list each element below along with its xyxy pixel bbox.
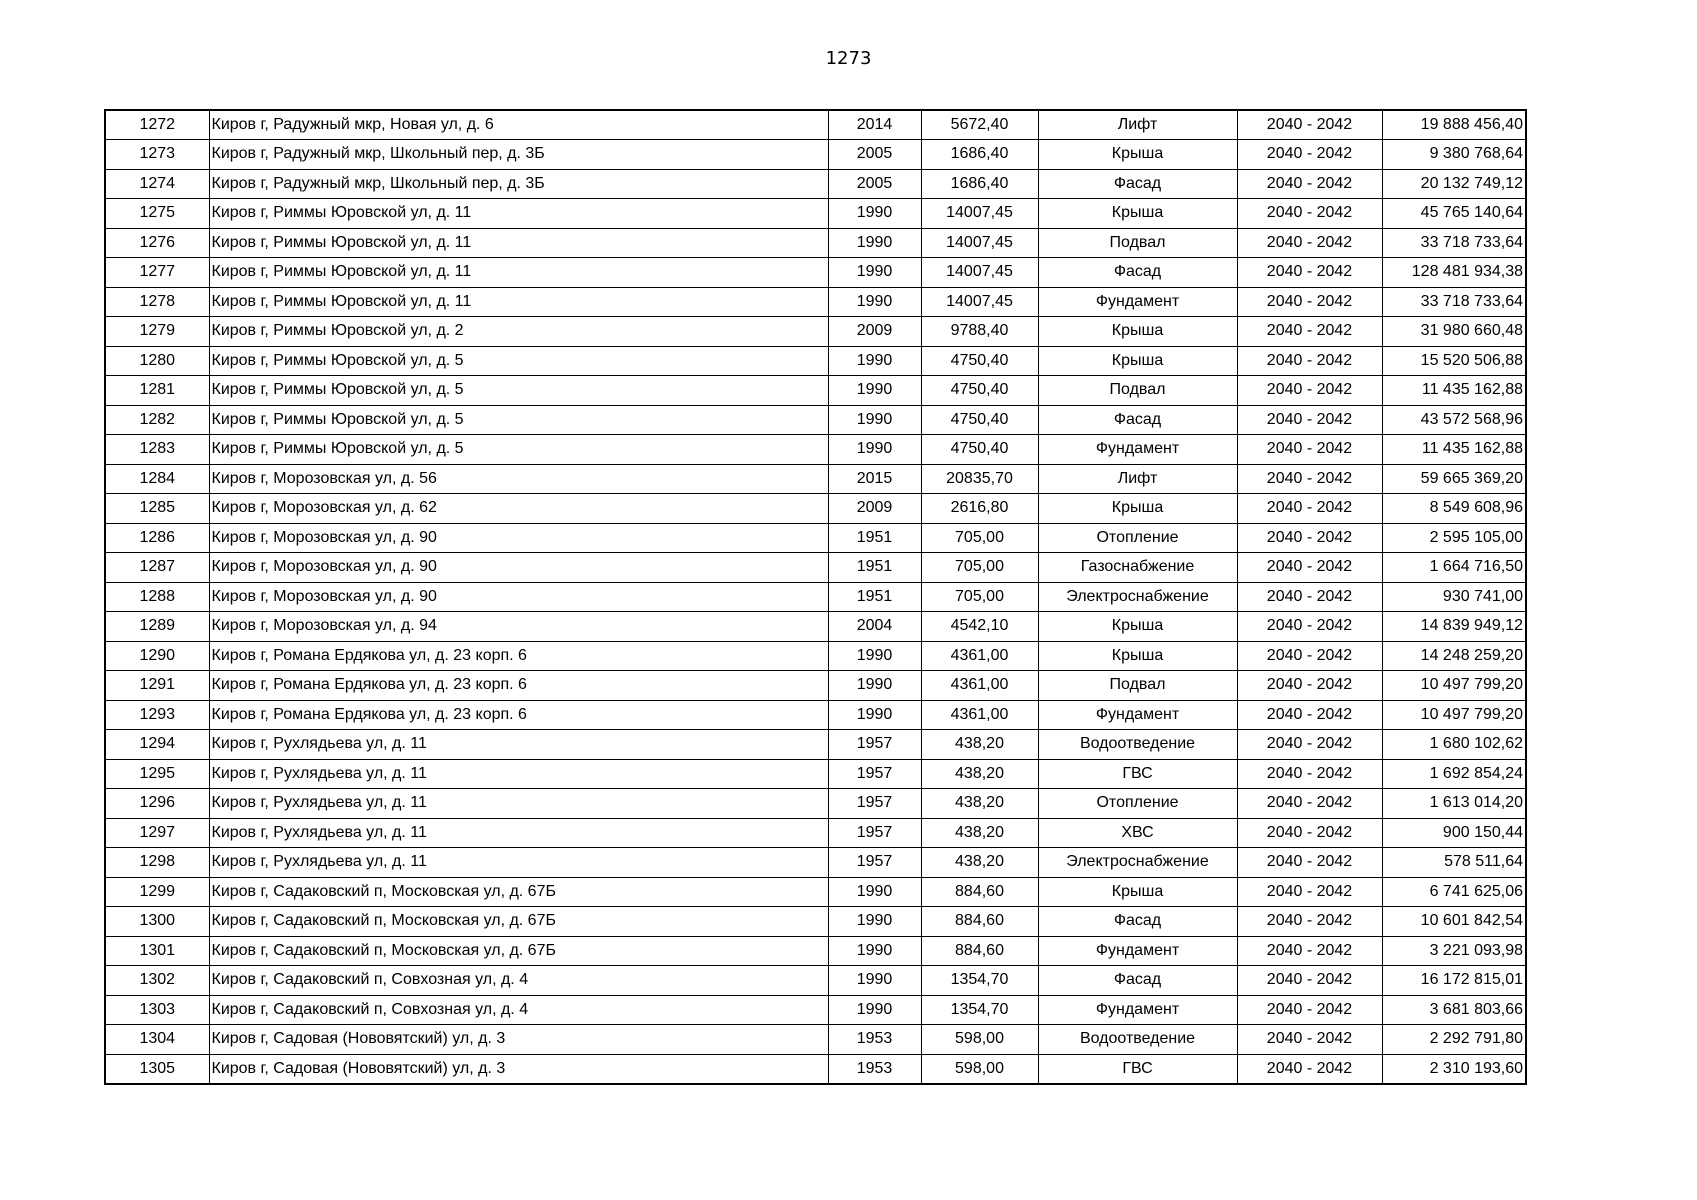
period-cell: 2040 - 2042 <box>1237 435 1382 465</box>
period-cell: 2040 - 2042 <box>1237 759 1382 789</box>
address-cell: Киров г, Морозовская ул, д. 90 <box>209 582 828 612</box>
row-number-cell: 1274 <box>105 169 209 199</box>
row-number-cell: 1283 <box>105 435 209 465</box>
work-type-cell: Фасад <box>1038 966 1237 996</box>
work-type-cell: ГВС <box>1038 1054 1237 1084</box>
area-cell: 598,00 <box>921 1054 1038 1084</box>
year-cell: 2015 <box>828 464 921 494</box>
period-cell: 2040 - 2042 <box>1237 848 1382 878</box>
table-row <box>105 494 1526 524</box>
year-cell: 1957 <box>828 818 921 848</box>
address-cell: Киров г, Морозовская ул, д. 56 <box>209 464 828 494</box>
work-type-cell: Крыша <box>1038 641 1237 671</box>
row-number-cell: 1282 <box>105 405 209 435</box>
table-row <box>105 789 1526 819</box>
work-type-cell: Крыша <box>1038 494 1237 524</box>
table-body <box>105 110 1526 1084</box>
work-type-cell: Электроснабжение <box>1038 582 1237 612</box>
year-cell: 1990 <box>828 346 921 376</box>
row-number-cell: 1299 <box>105 877 209 907</box>
area-cell: 884,60 <box>921 877 1038 907</box>
work-type-cell: Отопление <box>1038 523 1237 553</box>
period-cell: 2040 - 2042 <box>1237 169 1382 199</box>
address-cell: Киров г, Радужный мкр, Новая ул, д. 6 <box>209 110 828 140</box>
area-cell: 14007,45 <box>921 199 1038 229</box>
cost-cell: 20 132 749,12 <box>1382 169 1526 199</box>
area-cell: 14007,45 <box>921 258 1038 288</box>
work-type-cell: Подвал <box>1038 228 1237 258</box>
period-cell: 2040 - 2042 <box>1237 553 1382 583</box>
cost-cell: 11 435 162,88 <box>1382 376 1526 406</box>
address-cell: Киров г, Риммы Юровской ул, д. 11 <box>209 258 828 288</box>
work-type-cell: Фасад <box>1038 258 1237 288</box>
year-cell: 1990 <box>828 877 921 907</box>
period-cell: 2040 - 2042 <box>1237 877 1382 907</box>
period-cell: 2040 - 2042 <box>1237 376 1382 406</box>
year-cell: 1990 <box>828 641 921 671</box>
year-cell: 1953 <box>828 1025 921 1055</box>
work-type-cell: Подвал <box>1038 376 1237 406</box>
year-cell: 1990 <box>828 228 921 258</box>
row-number-cell: 1304 <box>105 1025 209 1055</box>
address-cell: Киров г, Морозовская ул, д. 90 <box>209 553 828 583</box>
period-cell: 2040 - 2042 <box>1237 671 1382 701</box>
row-number-cell: 1286 <box>105 523 209 553</box>
cost-cell: 2 310 193,60 <box>1382 1054 1526 1084</box>
period-cell: 2040 - 2042 <box>1237 582 1382 612</box>
year-cell: 1990 <box>828 405 921 435</box>
address-cell: Киров г, Садаковский п, Московская ул, д. 67Б <box>209 877 828 907</box>
period-cell: 2040 - 2042 <box>1237 258 1382 288</box>
period-cell: 2040 - 2042 <box>1237 995 1382 1025</box>
row-number-cell: 1296 <box>105 789 209 819</box>
cost-cell: 19 888 456,40 <box>1382 110 1526 140</box>
period-cell: 2040 - 2042 <box>1237 199 1382 229</box>
cost-cell: 6 741 625,06 <box>1382 877 1526 907</box>
work-type-cell: Водоотведение <box>1038 1025 1237 1055</box>
period-cell: 2040 - 2042 <box>1237 818 1382 848</box>
cost-cell: 16 172 815,01 <box>1382 966 1526 996</box>
table-row <box>105 848 1526 878</box>
year-cell: 2009 <box>828 317 921 347</box>
table-row <box>105 110 1526 140</box>
area-cell: 4361,00 <box>921 671 1038 701</box>
work-type-cell: Электроснабжение <box>1038 848 1237 878</box>
year-cell: 1957 <box>828 730 921 760</box>
year-cell: 1990 <box>828 700 921 730</box>
row-number-cell: 1273 <box>105 140 209 170</box>
period-cell: 2040 - 2042 <box>1237 936 1382 966</box>
work-type-cell: Лифт <box>1038 110 1237 140</box>
row-number-cell: 1295 <box>105 759 209 789</box>
cost-cell: 10 497 799,20 <box>1382 671 1526 701</box>
cost-cell: 3 681 803,66 <box>1382 995 1526 1025</box>
work-type-cell: Фундамент <box>1038 936 1237 966</box>
table-row <box>105 700 1526 730</box>
area-cell: 1686,40 <box>921 169 1038 199</box>
row-number-cell: 1300 <box>105 907 209 937</box>
address-cell: Киров г, Риммы Юровской ул, д. 5 <box>209 435 828 465</box>
address-cell: Киров г, Рухлядьева ул, д. 11 <box>209 789 828 819</box>
area-cell: 705,00 <box>921 553 1038 583</box>
work-type-cell: Крыша <box>1038 346 1237 376</box>
table-row <box>105 346 1526 376</box>
table-row <box>105 641 1526 671</box>
table-row <box>105 553 1526 583</box>
period-cell: 2040 - 2042 <box>1237 700 1382 730</box>
address-cell: Киров г, Морозовская ул, д. 90 <box>209 523 828 553</box>
area-cell: 4750,40 <box>921 376 1038 406</box>
year-cell: 2005 <box>828 140 921 170</box>
cost-cell: 31 980 660,48 <box>1382 317 1526 347</box>
address-cell: Киров г, Рухлядьева ул, д. 11 <box>209 848 828 878</box>
year-cell: 1990 <box>828 376 921 406</box>
address-cell: Киров г, Садовая (Нововятский) ул, д. 3 <box>209 1054 828 1084</box>
cost-cell: 43 572 568,96 <box>1382 405 1526 435</box>
area-cell: 1686,40 <box>921 140 1038 170</box>
cost-cell: 128 481 934,38 <box>1382 258 1526 288</box>
row-number-cell: 1284 <box>105 464 209 494</box>
work-type-cell: Фасад <box>1038 907 1237 937</box>
row-number-cell: 1275 <box>105 199 209 229</box>
table-row <box>105 730 1526 760</box>
area-cell: 20835,70 <box>921 464 1038 494</box>
year-cell: 1990 <box>828 966 921 996</box>
work-type-cell: Фундамент <box>1038 435 1237 465</box>
period-cell: 2040 - 2042 <box>1237 494 1382 524</box>
row-number-cell: 1291 <box>105 671 209 701</box>
row-number-cell: 1287 <box>105 553 209 583</box>
table-row <box>105 759 1526 789</box>
row-number-cell: 1294 <box>105 730 209 760</box>
area-cell: 4750,40 <box>921 405 1038 435</box>
period-cell: 2040 - 2042 <box>1237 523 1382 553</box>
address-cell: Киров г, Риммы Юровской ул, д. 11 <box>209 287 828 317</box>
period-cell: 2040 - 2042 <box>1237 346 1382 376</box>
table-row <box>105 907 1526 937</box>
work-type-cell: Крыша <box>1038 877 1237 907</box>
cost-cell: 11 435 162,88 <box>1382 435 1526 465</box>
area-cell: 705,00 <box>921 582 1038 612</box>
address-cell: Киров г, Садаковский п, Совхозная ул, д. 4 <box>209 966 828 996</box>
period-cell: 2040 - 2042 <box>1237 907 1382 937</box>
work-type-cell: Фундамент <box>1038 700 1237 730</box>
cost-cell: 3 221 093,98 <box>1382 936 1526 966</box>
cost-cell: 1 692 854,24 <box>1382 759 1526 789</box>
work-type-cell: Водоотведение <box>1038 730 1237 760</box>
area-cell: 5672,40 <box>921 110 1038 140</box>
area-cell: 4542,10 <box>921 612 1038 642</box>
work-type-cell: Крыша <box>1038 612 1237 642</box>
work-type-cell: Лифт <box>1038 464 1237 494</box>
year-cell: 2014 <box>828 110 921 140</box>
area-cell: 438,20 <box>921 759 1038 789</box>
area-cell: 438,20 <box>921 789 1038 819</box>
year-cell: 1951 <box>828 553 921 583</box>
table-row <box>105 1025 1526 1055</box>
area-cell: 438,20 <box>921 730 1038 760</box>
address-cell: Киров г, Риммы Юровской ул, д. 2 <box>209 317 828 347</box>
table-row <box>105 966 1526 996</box>
cost-cell: 10 497 799,20 <box>1382 700 1526 730</box>
cost-cell: 2 595 105,00 <box>1382 523 1526 553</box>
table-row <box>105 317 1526 347</box>
work-type-cell: Крыша <box>1038 317 1237 347</box>
address-cell: Киров г, Риммы Юровской ул, д. 11 <box>209 199 828 229</box>
work-type-cell: Отопление <box>1038 789 1237 819</box>
table-row <box>105 671 1526 701</box>
address-cell: Киров г, Садаковский п, Совхозная ул, д. 4 <box>209 995 828 1025</box>
table-row <box>105 199 1526 229</box>
address-cell: Киров г, Садовая (Нововятский) ул, д. 3 <box>209 1025 828 1055</box>
period-cell: 2040 - 2042 <box>1237 140 1382 170</box>
area-cell: 438,20 <box>921 818 1038 848</box>
cost-cell: 900 150,44 <box>1382 818 1526 848</box>
period-cell: 2040 - 2042 <box>1237 966 1382 996</box>
area-cell: 4361,00 <box>921 700 1038 730</box>
work-type-cell: Фасад <box>1038 405 1237 435</box>
row-number-cell: 1297 <box>105 818 209 848</box>
table-row <box>105 405 1526 435</box>
year-cell: 1990 <box>828 936 921 966</box>
work-type-cell: Крыша <box>1038 140 1237 170</box>
table-row <box>105 1054 1526 1084</box>
address-cell: Киров г, Рухлядьева ул, д. 11 <box>209 730 828 760</box>
area-cell: 884,60 <box>921 936 1038 966</box>
period-cell: 2040 - 2042 <box>1237 730 1382 760</box>
table-row <box>105 140 1526 170</box>
year-cell: 1951 <box>828 582 921 612</box>
table-row <box>105 287 1526 317</box>
row-number-cell: 1281 <box>105 376 209 406</box>
address-cell: Киров г, Романа Ердякова ул, д. 23 корп. 6 <box>209 700 828 730</box>
row-number-cell: 1305 <box>105 1054 209 1084</box>
cost-cell: 1 680 102,62 <box>1382 730 1526 760</box>
cost-cell: 14 839 949,12 <box>1382 612 1526 642</box>
year-cell: 1990 <box>828 995 921 1025</box>
table-row <box>105 612 1526 642</box>
row-number-cell: 1279 <box>105 317 209 347</box>
area-cell: 2616,80 <box>921 494 1038 524</box>
area-cell: 14007,45 <box>921 228 1038 258</box>
area-cell: 4750,40 <box>921 435 1038 465</box>
cost-cell: 33 718 733,64 <box>1382 228 1526 258</box>
work-type-cell: ХВС <box>1038 818 1237 848</box>
cost-cell: 45 765 140,64 <box>1382 199 1526 229</box>
cost-cell: 14 248 259,20 <box>1382 641 1526 671</box>
cost-cell: 930 741,00 <box>1382 582 1526 612</box>
year-cell: 2009 <box>828 494 921 524</box>
address-cell: Киров г, Рухлядьева ул, д. 11 <box>209 759 828 789</box>
year-cell: 1951 <box>828 523 921 553</box>
address-cell: Киров г, Морозовская ул, д. 62 <box>209 494 828 524</box>
row-number-cell: 1276 <box>105 228 209 258</box>
area-cell: 438,20 <box>921 848 1038 878</box>
cost-cell: 8 549 608,96 <box>1382 494 1526 524</box>
period-cell: 2040 - 2042 <box>1237 1025 1382 1055</box>
work-type-cell: Крыша <box>1038 199 1237 229</box>
table-row <box>105 464 1526 494</box>
row-number-cell: 1298 <box>105 848 209 878</box>
table-row <box>105 995 1526 1025</box>
cost-cell: 578 511,64 <box>1382 848 1526 878</box>
year-cell: 2004 <box>828 612 921 642</box>
year-cell: 1957 <box>828 759 921 789</box>
row-number-cell: 1302 <box>105 966 209 996</box>
area-cell: 1354,70 <box>921 966 1038 996</box>
table-row <box>105 435 1526 465</box>
row-number-cell: 1272 <box>105 110 209 140</box>
work-type-cell: Фундамент <box>1038 995 1237 1025</box>
table-row <box>105 258 1526 288</box>
address-cell: Киров г, Садаковский п, Московская ул, д. 67Б <box>209 907 828 937</box>
table-row <box>105 169 1526 199</box>
period-cell: 2040 - 2042 <box>1237 405 1382 435</box>
row-number-cell: 1303 <box>105 995 209 1025</box>
cost-cell: 33 718 733,64 <box>1382 287 1526 317</box>
address-cell: Киров г, Риммы Юровской ул, д. 11 <box>209 228 828 258</box>
cost-cell: 2 292 791,80 <box>1382 1025 1526 1055</box>
table-row <box>105 818 1526 848</box>
area-cell: 598,00 <box>921 1025 1038 1055</box>
address-cell: Киров г, Морозовская ул, д. 94 <box>209 612 828 642</box>
period-cell: 2040 - 2042 <box>1237 317 1382 347</box>
cost-cell: 9 380 768,64 <box>1382 140 1526 170</box>
cost-cell: 15 520 506,88 <box>1382 346 1526 376</box>
area-cell: 9788,40 <box>921 317 1038 347</box>
row-number-cell: 1280 <box>105 346 209 376</box>
period-cell: 2040 - 2042 <box>1237 612 1382 642</box>
cost-cell: 59 665 369,20 <box>1382 464 1526 494</box>
period-cell: 2040 - 2042 <box>1237 110 1382 140</box>
cost-cell: 1 613 014,20 <box>1382 789 1526 819</box>
address-cell: Киров г, Романа Ердякова ул, д. 23 корп. 6 <box>209 641 828 671</box>
row-number-cell: 1289 <box>105 612 209 642</box>
work-type-cell: ГВС <box>1038 759 1237 789</box>
row-number-cell: 1278 <box>105 287 209 317</box>
year-cell: 1990 <box>828 258 921 288</box>
address-cell: Киров г, Романа Ердякова ул, д. 23 корп. 6 <box>209 671 828 701</box>
year-cell: 1953 <box>828 1054 921 1084</box>
year-cell: 1990 <box>828 671 921 701</box>
period-cell: 2040 - 2042 <box>1237 287 1382 317</box>
row-number-cell: 1301 <box>105 936 209 966</box>
period-cell: 2040 - 2042 <box>1237 1054 1382 1084</box>
address-cell: Киров г, Риммы Юровской ул, д. 5 <box>209 405 828 435</box>
address-cell: Киров г, Рухлядьева ул, д. 11 <box>209 818 828 848</box>
year-cell: 1990 <box>828 287 921 317</box>
table-row <box>105 582 1526 612</box>
work-type-cell: Фундамент <box>1038 287 1237 317</box>
year-cell: 2005 <box>828 169 921 199</box>
row-number-cell: 1285 <box>105 494 209 524</box>
row-number-cell: 1277 <box>105 258 209 288</box>
year-cell: 1990 <box>828 435 921 465</box>
area-cell: 1354,70 <box>921 995 1038 1025</box>
table-row <box>105 228 1526 258</box>
table-row <box>105 936 1526 966</box>
period-cell: 2040 - 2042 <box>1237 464 1382 494</box>
address-cell: Киров г, Риммы Юровской ул, д. 5 <box>209 376 828 406</box>
area-cell: 705,00 <box>921 523 1038 553</box>
work-type-cell: Газоснабжение <box>1038 553 1237 583</box>
address-cell: Киров г, Риммы Юровской ул, д. 5 <box>209 346 828 376</box>
table-row <box>105 523 1526 553</box>
year-cell: 1990 <box>828 907 921 937</box>
year-cell: 1957 <box>828 789 921 819</box>
address-cell: Киров г, Радужный мкр, Школьный пер, д. 3Б <box>209 140 828 170</box>
table-row <box>105 376 1526 406</box>
cost-cell: 1 664 716,50 <box>1382 553 1526 583</box>
work-type-cell: Фасад <box>1038 169 1237 199</box>
address-cell: Киров г, Садаковский п, Московская ул, д. 67Б <box>209 936 828 966</box>
area-cell: 884,60 <box>921 907 1038 937</box>
row-number-cell: 1293 <box>105 700 209 730</box>
period-cell: 2040 - 2042 <box>1237 228 1382 258</box>
address-cell: Киров г, Радужный мкр, Школьный пер, д. 3Б <box>209 169 828 199</box>
area-cell: 4361,00 <box>921 641 1038 671</box>
period-cell: 2040 - 2042 <box>1237 789 1382 819</box>
work-type-cell: Подвал <box>1038 671 1237 701</box>
period-cell: 2040 - 2042 <box>1237 641 1382 671</box>
area-cell: 4750,40 <box>921 346 1038 376</box>
cost-cell: 10 601 842,54 <box>1382 907 1526 937</box>
row-number-cell: 1288 <box>105 582 209 612</box>
table-row <box>105 877 1526 907</box>
year-cell: 1990 <box>828 199 921 229</box>
row-number-cell: 1290 <box>105 641 209 671</box>
repair-registry-table <box>104 109 1527 1085</box>
year-cell: 1957 <box>828 848 921 878</box>
page-number: 1273 <box>825 48 872 69</box>
area-cell: 14007,45 <box>921 287 1038 317</box>
